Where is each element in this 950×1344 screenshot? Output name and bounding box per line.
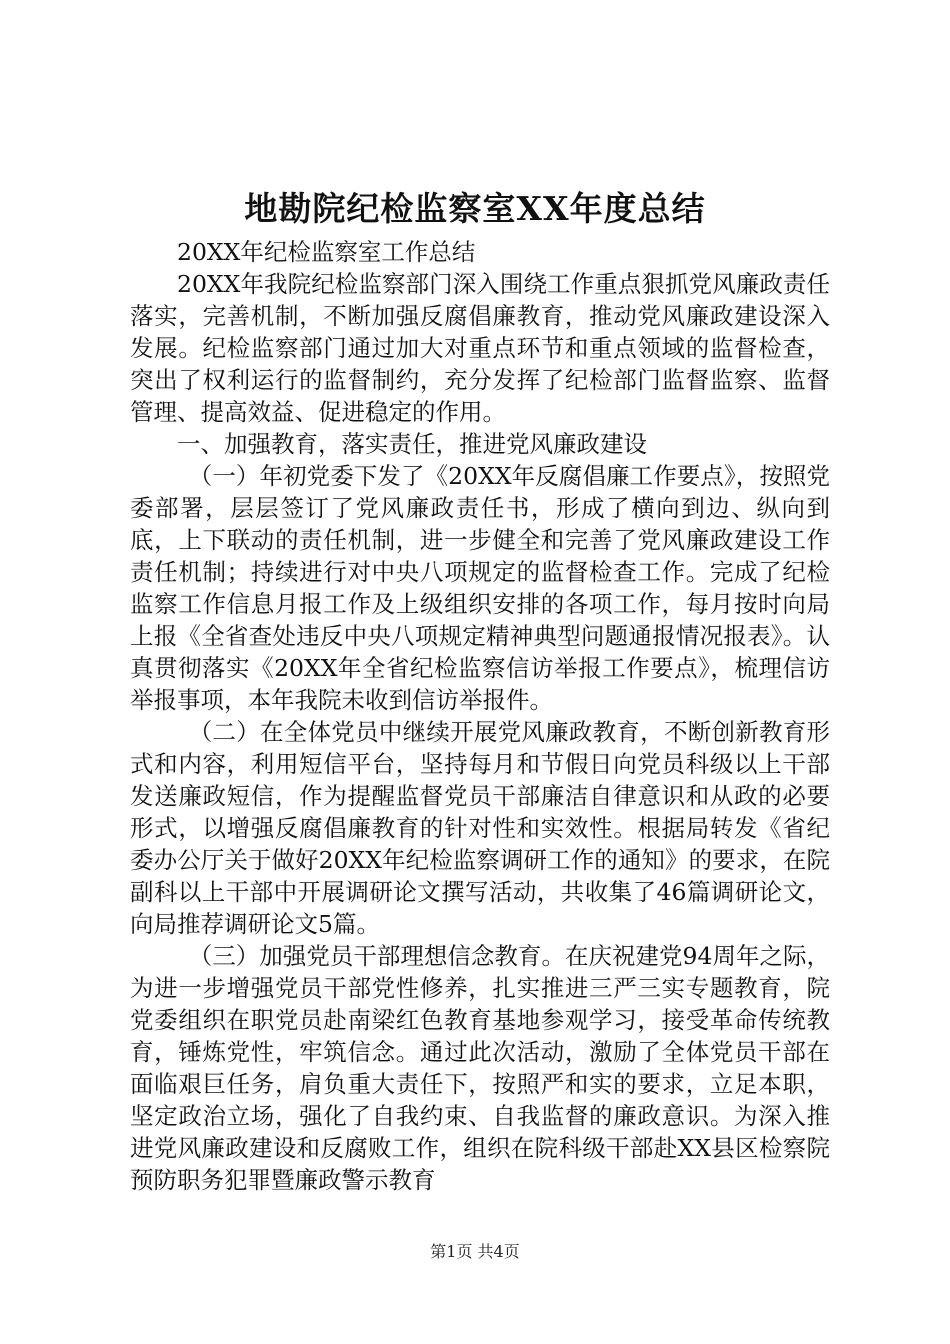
paragraph-intro: 20XX年我院纪检监察部门深入围绕工作重点狠抓党风廉政责任落实，完善机制，不断加强反腐倡廉教育，推动党风廉政建设深入发展。纪检监察部门通过加大对重点环节和重点领域的监督检查，突出了权利运行的监督制约，充分发挥了纪检部门监督监察、监督管理、提高效益、促进稳定的作用。 bbox=[130, 270, 830, 426]
paragraph-item-2: （二）在全体党员中继续开展党风廉政教育，不断创新教育形式和内容，利用短信平台，坚持每月和节假日向党员科级以上干部发送廉政短信，作为提醒监督党员干部廉洁自律意识和从政的必要形式，以增强反腐倡廉教育的针对性和实效性。根据局转发《省纪委办公厅关于做好20XX年纪检监察调研工作的通知》的要求，在院副科以上干部中开展调研论文撰写活动，共收集了46篇调研论文，向局推荐调研论文5篇。 bbox=[130, 718, 830, 938]
paragraph-item-1: （一）年初党委下发了《20XX年反腐倡廉工作要点》，按照党委部署，层层签订了党风廉政责任书，形成了横向到边、纵向到底，上下联动的责任机制，进一步健全和完善了党风廉政建设工作责任机制；持续进行对中央八项规定的监督检查工作。完成了纪检监察工作信息月报工作及上级组织安排的各项工作，每月按时向局上报《全省查处违反中央八项规定精神典型问题通报情况报表》。认真贯彻落实《20XX年全省纪检监察信访举报工作要点》，梳理信访举报事项，本年我院未收到信访举报件。 bbox=[130, 462, 830, 714]
page-number-footer: 第1页 共4页 bbox=[430, 1242, 520, 1261]
document-body bbox=[130, 236, 830, 1196]
document-title: 地勘院纪检监察室XX年度总结 bbox=[244, 189, 706, 228]
paragraph-item-3: （三）加强党员干部理想信念教育。在庆祝建党94周年之际，为进一步增强党员干部党性修养，扎实推进三严三实专题教育，院党委组织在职党员赴南梁红色教育基地参观学习，接受革命传统教育，锤炼党性，牢筑信念。通过此次活动，激励了全体党员干部在面临艰巨任务，肩负重大责任下，按照严和实的要求，立足本职，坚定政治立场，强化了自我约束、自我监督的廉政意识。为深入推进党风廉政建设和反腐败工作，组织在院科级干部赴XX县区检察院预防职务犯罪暨廉政警示教育 bbox=[130, 942, 830, 1194]
paragraph-subtitle: 20XX年纪检监察室工作总结 bbox=[177, 238, 476, 266]
section-heading: 一、加强教育，落实责任，推进党风廉政建设 bbox=[177, 430, 647, 458]
